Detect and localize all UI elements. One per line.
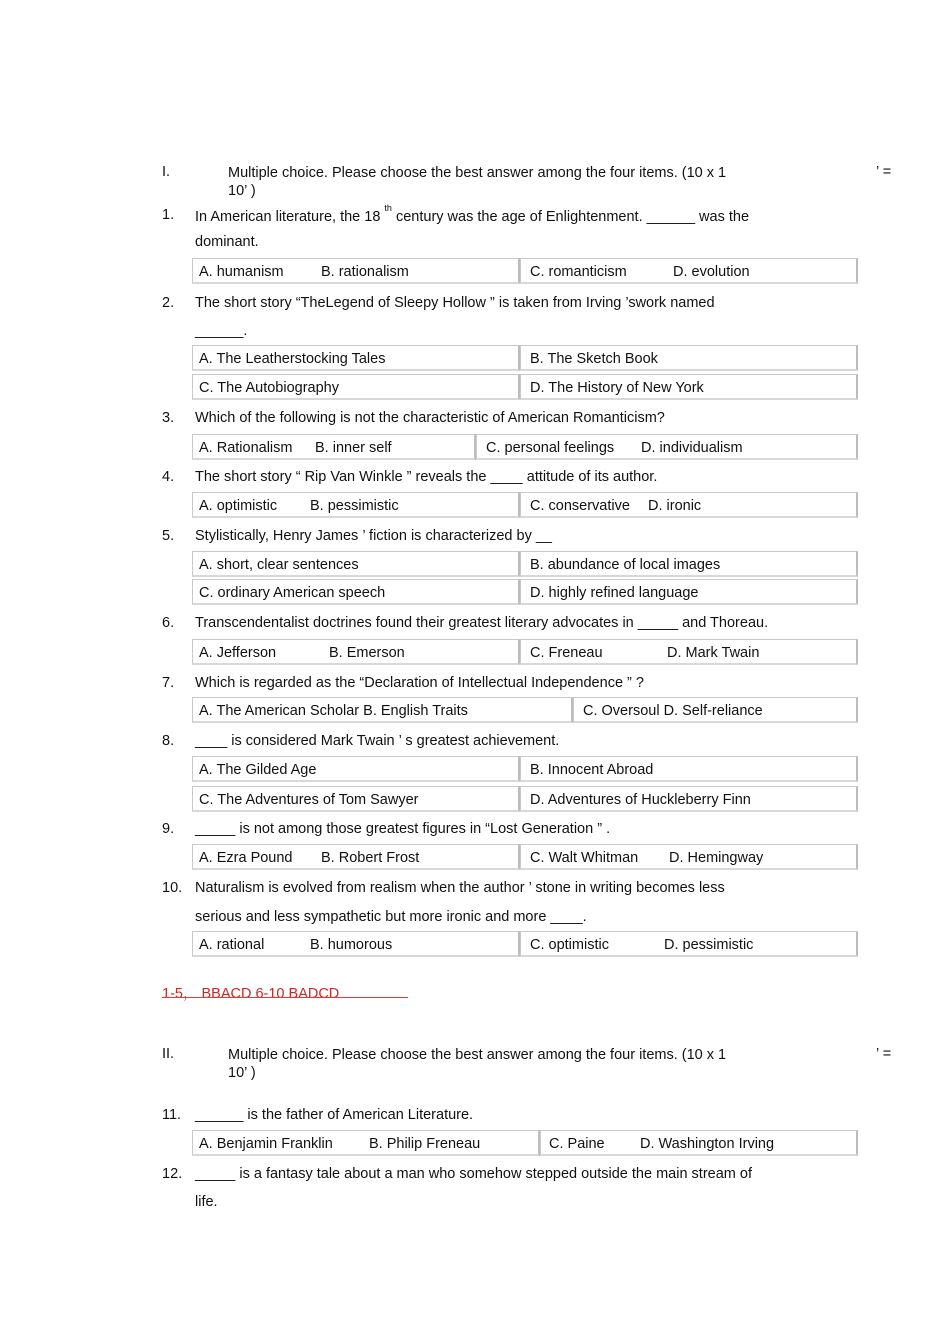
options-row (192, 374, 858, 400)
question-number: 4. (162, 469, 175, 485)
option-d[interactable]: D. pessimistic (664, 937, 754, 953)
question-text: Transcendentalist doctrines found their greatest literary advocates in _____ and Thoreau. (195, 615, 769, 631)
question-text: ____ is considered Mark Twain ’ s greatest achievement. (195, 733, 560, 749)
options-row (192, 844, 858, 870)
options-row (192, 639, 858, 665)
question-number: 10. (162, 880, 183, 896)
option-a[interactable]: A. rational (199, 937, 265, 953)
question-number: 1. (162, 207, 175, 223)
option-c[interactable]: C. personal feelings (486, 440, 615, 456)
question-text: In American literature, the 18 $^{th}$ century was the age of Enlightenment. ______ was the (195, 203, 750, 225)
option-d[interactable]: D. highly refined language (530, 585, 699, 601)
option-c[interactable]: C. ordinary American speech (199, 585, 386, 601)
option-c[interactable]: C. The Autobiography (199, 380, 339, 396)
question-text-line2: serious and less sympathetic but more ironic and more ____. (195, 909, 587, 925)
option-c[interactable]: C. conservative (530, 498, 630, 514)
options-row (192, 434, 858, 460)
options-row (192, 786, 858, 812)
question-number: 8. (162, 733, 175, 749)
options-row (192, 756, 858, 782)
option-b[interactable]: B. The Sketch Book (530, 351, 658, 367)
question-number: 9. (162, 821, 175, 837)
option-d[interactable]: D. Adventures of Huckleberry Finn (530, 792, 751, 808)
option-c-d[interactable]: C. Oversoul D. Self-reliance (583, 703, 763, 719)
section-instruction-tail: ’ = (876, 164, 892, 180)
option-a[interactable]: A. Jefferson (199, 645, 277, 661)
option-c[interactable]: C. romanticism (530, 264, 627, 280)
question-number: 2. (162, 295, 175, 311)
section-instruction-tail: ’ = (876, 1046, 892, 1062)
instruction-line1: Multiple choice. Please choose the best answer among the four items. (10 x 1 (228, 165, 727, 181)
option-c[interactable]: C. Freneau (530, 645, 603, 661)
option-a[interactable]: A. Rationalism (199, 440, 293, 456)
option-b[interactable]: B. abundance of local images (530, 557, 721, 573)
option-b[interactable]: B. Philip Freneau (369, 1136, 481, 1152)
question-text: _____ is a fantasy tale about a man who somehow stepped outside the main stream of (195, 1166, 752, 1182)
answer-key: 1-5， BBACD 6-10 BADCD (162, 986, 340, 1002)
question-text: Which is regarded as the “Declaration of Intellectual Independence ” ? (195, 675, 644, 691)
question-number: 12. (162, 1166, 183, 1182)
question-text-line2: dominant. (195, 234, 259, 250)
option-c[interactable]: C. Paine (549, 1136, 605, 1152)
section-instruction (228, 164, 726, 200)
question-text: ______ is the father of American Literature. (195, 1107, 474, 1123)
option-c[interactable]: C. optimistic (530, 937, 609, 953)
options-row (192, 492, 858, 518)
question-text: Stylistically, Henry James ’ fiction is characterized by __ (195, 528, 552, 544)
option-d[interactable]: D. Washington Irving (640, 1136, 775, 1152)
question-text: The short story “ Rip Van Winkle ” reveals the ____ attitude of its author. (195, 469, 658, 485)
option-a[interactable]: A. optimistic (199, 498, 278, 514)
option-a[interactable]: A. The Gilded Age (199, 762, 317, 778)
question-text: The short story “TheLegend of Sleepy Hollow ” is taken from Irving ’swork named (195, 295, 715, 311)
question-text: _____ is not among those greatest figures in “Lost Generation ” . (195, 821, 611, 837)
section-numeral: I. (162, 164, 171, 180)
question-text: Naturalism is evolved from realism when the author ’ stone in writing becomes less (195, 880, 725, 896)
options-row (192, 697, 858, 723)
question-number: 6. (162, 615, 175, 631)
option-b[interactable]: B. Robert Frost (321, 850, 420, 866)
option-b[interactable]: B. Emerson (329, 645, 405, 661)
section-instruction (228, 1046, 726, 1082)
option-d[interactable]: D. evolution (673, 264, 750, 280)
answer-key-underline (162, 997, 408, 998)
instruction-line2: 10’ ) (228, 1065, 256, 1081)
section-numeral: II. (162, 1046, 175, 1062)
options-row (192, 1130, 858, 1156)
option-d[interactable]: D. The History of New York (530, 380, 704, 396)
option-c[interactable]: C. The Adventures of Tom Sawyer (199, 792, 419, 808)
option-d[interactable]: D. Mark Twain (667, 645, 760, 661)
option-d[interactable]: D. Hemingway (669, 850, 764, 866)
question-text: Which of the following is not the characteristic of American Romanticism? (195, 410, 665, 426)
option-b[interactable]: B. rationalism (321, 264, 409, 280)
option-a[interactable]: A. Benjamin Franklin (199, 1136, 333, 1152)
options-row (192, 579, 858, 605)
question-number: 5. (162, 528, 175, 544)
option-a[interactable]: A. The Leatherstocking Tales (199, 351, 386, 367)
option-a[interactable]: A. short, clear sentences (199, 557, 359, 573)
options-row (192, 345, 858, 371)
option-b[interactable]: B. Innocent Abroad (530, 762, 654, 778)
option-b[interactable]: B. humorous (310, 937, 393, 953)
question-number: 7. (162, 675, 175, 691)
option-b[interactable]: B. inner self (315, 440, 392, 456)
option-d[interactable]: D. ironic (648, 498, 702, 514)
option-a[interactable]: A. Ezra Pound (199, 850, 293, 866)
options-row (192, 551, 858, 577)
question-text-line2: life. (195, 1194, 218, 1210)
option-c[interactable]: C. Walt Whitman (530, 850, 639, 866)
option-d[interactable]: D. individualism (641, 440, 743, 456)
question-text-line2: ______. (195, 323, 248, 339)
options-row (192, 931, 858, 957)
options-row (192, 258, 858, 284)
option-a-b[interactable]: A. The American Scholar B. English Traits (199, 703, 468, 719)
option-a[interactable]: A. humanism (199, 264, 284, 280)
instruction-line2: 10’ ) (228, 183, 256, 199)
instruction-line1: Multiple choice. Please choose the best answer among the four items. (10 x 1 (228, 1047, 727, 1063)
question-number: 3. (162, 410, 175, 426)
option-b[interactable]: B. pessimistic (310, 498, 399, 514)
question-number: 11. (162, 1107, 182, 1123)
